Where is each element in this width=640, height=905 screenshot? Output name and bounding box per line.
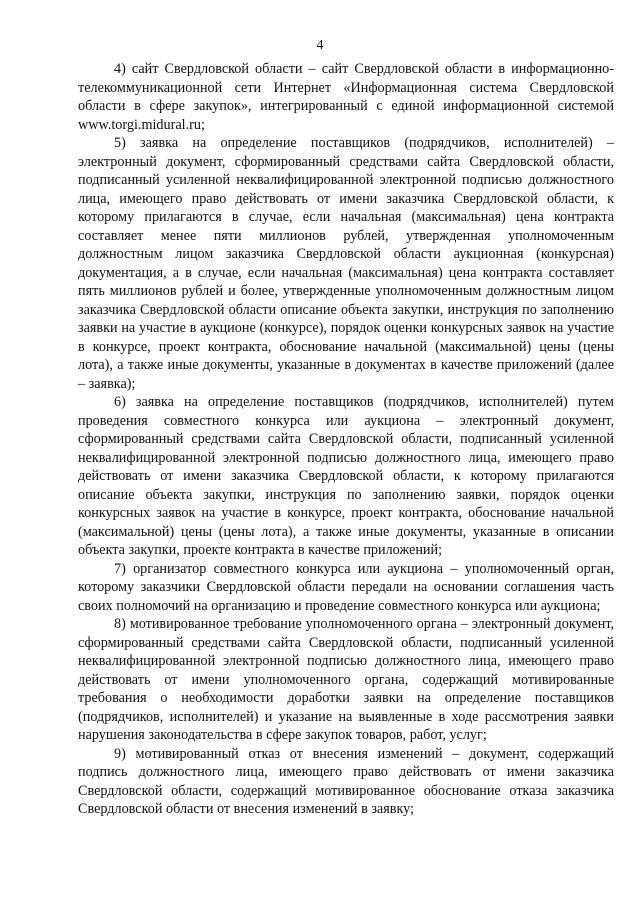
definition-item-5: 5) заявка на определение поставщиков (подрядчиков, исполнителей) – электронный документ, сформированный средствами сайта Свердловской области, подписанный усиленной неквалифицированной электронной подписью должностного лица, имеющего право действовать от имени заказчика Свердловской области, к которому прилагаются в случае, если начальная (максимальная) цена контракта составляет менее пяти миллионов рублей, утвержденная уполномоченным должностным лицом заказчика Свердловской области аукционная (конкурсная) документация, а в случае, если начальная (максимальная) цена контракта составляет пять миллионов рублей и более, утвержденные уполномоченным должностным лицом заказчика Свердловской области описание объекта закупки, инструкция по заполнению заявки на участие в аукционе (конкурсе), порядок оценки конкурсных заявок на участие в конкурсе, проект контракта, обоснование начальной (максимальной) цены (цены лота), а также иные документы, указанные в документах в качестве приложений (далее – заявка); bbox=[78, 135, 614, 392]
definition-item-9: 9) мотивированный отказ от внесения изменений – документ, содержащий подпись должностного лица, имеющего право действовать от имени заказчика Свердловской области, содержащий мотивированное обоснование отказа заказчика Свердловской области от внесения изменений в заявку; bbox=[78, 745, 614, 817]
definition-item-4: 4) сайт Свердловской области – сайт Свердловской области в информационно-телекоммуникационной сети Интернет «Информационная система Свердловской области в сфере закупок», интегрированный с единой информационной системой www.torgi.midural.ru; bbox=[78, 61, 614, 133]
definition-item-8: 8) мотивированное требование уполномоченного органа – электронный документ, сформированный средствами сайта Свердловской области, подписанный усиленной неквалифицированной электронной подписью должностного лица, имеющего право действовать от имени уполномоченного органа, содержащий мотивированные требования о необходимости доработки заявки на определение поставщиков (подрядчиков, исполнителей) и указание на выявленные в ходе рассмотрения заявки нарушения законодательства в сфере закупок товаров, работ, услуг; bbox=[78, 616, 614, 743]
page-number: 4 bbox=[316, 38, 324, 53]
definition-item-6: 6) заявка на определение поставщиков (подрядчиков, исполнителей) путем проведения совместного конкурса или аукциона – электронный документ, сформированный средствами сайта Свердловской области, подписанный усиленной неквалифицированной электронной подписью должностного лица, имеющего право действовать от имени заказчика Свердловской области, к которому прилагаются описание объекта закупки, инструкция по заполнению заявки, порядок оценки конкурсных заявок на участие в конкурсе, проект контракта, обоснование начальной (максимальной) цены (цены лота), а также иные документы, указанные в описании объекта закупки, проекте контракта в качестве приложений; bbox=[78, 394, 614, 558]
definition-item-7: 7) организатор совместного конкурса или аукциона – уполномоченный орган, которому заказчики Свердловской области передали на основании соглашения часть своих полномочий на организацию и проведение совместного конкурса или аукциона; bbox=[78, 560, 614, 614]
document-body bbox=[78, 60, 614, 819]
